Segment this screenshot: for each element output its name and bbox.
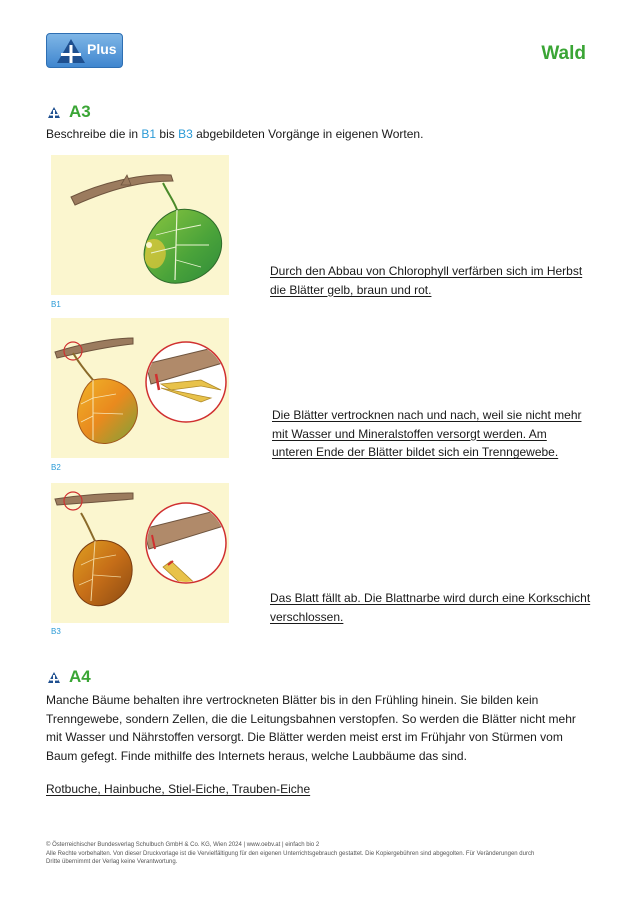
answer-line: Durch den Abbau von Chlorophyll verfärben sich im Herbst (270, 264, 583, 278)
triangle-icon (48, 672, 60, 683)
answer-b1 (270, 262, 582, 299)
answer-line: unteren Ende der Blätter bildet sich ein Trenngewebe. (272, 445, 559, 459)
body-line: Manche Bäume behalten ihre vertrockneten Blätter bis in den Frühling hinein. Sie bilden kein (46, 693, 539, 707)
answer-line: verschlossen. (270, 609, 344, 624)
instruction-text: abgebildeten Vorgänge in eigenen Worten. (192, 127, 424, 141)
a3-instruction (46, 125, 423, 144)
triangle-logo-icon (56, 37, 86, 65)
triangle-icon (48, 107, 60, 118)
logo-text: Plus (87, 41, 117, 57)
leaf-detachment-illustration (51, 318, 229, 458)
footer-line: Alle Rechte vorbehalten. Von dieser Druckvorlage ist die Vervielfältigung für den eigenen Unterrichtsgebrauch gestattet. Die Kopiergebühren sind abgegolten. Für Veränderungen durch (46, 850, 535, 857)
image-b2 (51, 318, 229, 458)
body-line: Trenngewebe, sondern Zellen, die die Leitungsbahnen verstopfen. So werden die Blätter nicht mehr (46, 711, 576, 726)
image-b1 (51, 155, 229, 295)
answer-line: mit Wasser und Mineralstoffen versorgt werden. Am (272, 426, 547, 441)
a3-heading (48, 102, 91, 122)
reference-b1: B1 (141, 127, 157, 141)
image-b3 (51, 483, 229, 623)
a4-body (46, 691, 606, 765)
instruction-text: Beschreibe die in (46, 127, 142, 141)
a4-heading-text: A4 (69, 667, 91, 686)
caption-b3: B3 (51, 627, 61, 636)
answer-line: die Blätter gelb, braun und rot. (270, 282, 432, 297)
a4-heading (48, 667, 91, 687)
body-line: Baum gefegt. Finde mithilfe des Internets heraus, welche Laubbäume das sind. (46, 748, 467, 763)
leaf-fall-illustration (51, 483, 229, 623)
answer-line: Die Blätter vertrocknen nach und nach, weil sie nicht mehr (272, 408, 582, 422)
footer-line: © Österreichischer Bundesverlag Schulbuch GmbH & Co. KG, Wien 2024 | www.oebv.at | einfach bio 2 (46, 842, 320, 848)
instruction-text: bis (156, 127, 179, 141)
footer (46, 841, 591, 867)
a4-answer: Rotbuche, Hainbuche, Stiel-Eiche, Trauben-Eiche (46, 782, 311, 796)
caption-b2: B2 (51, 463, 61, 472)
footer-line: Dritte übernimmt der Verlag keine Verantwortung. (46, 859, 178, 865)
caption-b1: B1 (51, 300, 61, 309)
topic-title: Wald (541, 43, 586, 64)
a3-heading-text: A3 (69, 102, 91, 121)
body-line: mit Wasser und Nährstoffen versorgt. Die Blätter werden meist erst im Frühjahr von Stürmen vom (46, 730, 563, 744)
reference-b3: B3 (178, 127, 193, 141)
answer-line: Das Blatt fällt ab. Die Blattnarbe wird durch eine Korkschicht (270, 591, 591, 605)
answer-b2 (272, 406, 582, 462)
leaf-illustration (51, 155, 229, 295)
answer-b3 (270, 589, 590, 626)
plus-logo (46, 33, 123, 68)
